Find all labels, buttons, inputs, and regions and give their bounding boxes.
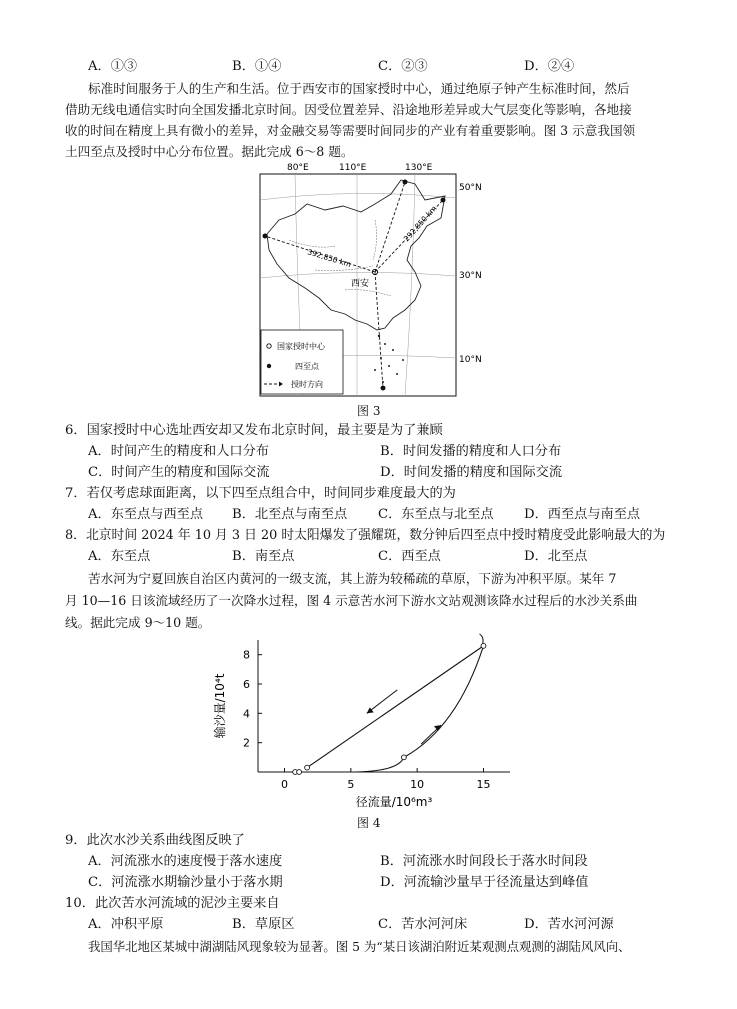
lon-label-80: 80°E bbox=[287, 163, 309, 173]
sediment-runoff-chart bbox=[210, 632, 530, 812]
top-option-a: A．①③ bbox=[88, 59, 138, 74]
q9-option-c: C．河流涨水期输沙量小于落水期 bbox=[88, 875, 283, 890]
q9-option-a: A．河流涨水的速度慢于落水速度 bbox=[88, 854, 283, 869]
north-extreme-point bbox=[403, 180, 408, 185]
q8-stem: 8．北京时间 2024 年 10 月 3 日 20 时太阳爆发了强耀斑，数分钟后四至点中授时精度受此影响最大的为 bbox=[65, 528, 666, 543]
y-tick-label: 2 bbox=[243, 736, 250, 750]
intro-line: 标准时间服务于人的生产和生活。位于西安市的国家授时中心，通过绝原子钟产生标准时间，然后 bbox=[88, 81, 630, 96]
x-tick-label: 5 bbox=[347, 778, 355, 791]
legend-extreme-icon bbox=[267, 364, 271, 368]
chart-caption: 图 4 bbox=[357, 816, 381, 830]
intro-line: 土四至点及授时中心分布位置。据此完成 6～8 题。 bbox=[65, 144, 354, 159]
falling-series-line bbox=[307, 646, 483, 768]
distance-ne-label: 292,850 km bbox=[401, 203, 439, 244]
china-outline bbox=[267, 180, 445, 330]
q7-option-b: B．北至点与南至点 bbox=[232, 507, 348, 522]
q8-option-b: B．南至点 bbox=[232, 549, 295, 564]
y-tick-label: 6 bbox=[243, 678, 250, 691]
q6-stem: 6．国家授时中心选址西安却又发布北京时间，最主要是为了兼顾 bbox=[65, 423, 443, 438]
data-point bbox=[401, 755, 406, 760]
map-caption: 图 3 bbox=[357, 404, 381, 418]
q6-option-a: A．时间产生的精度和人口分布 bbox=[88, 444, 269, 459]
lon-label-110: 110°E bbox=[339, 163, 367, 173]
legend-center-icon bbox=[267, 344, 271, 348]
q7-stem: 7．若仅考虑球面距离，以下四至点组合中，时间同步难度最大的为 bbox=[65, 486, 456, 501]
q10-option-d: D．苦水河河源 bbox=[524, 917, 614, 932]
xian-label: 西安 bbox=[351, 279, 370, 289]
legend-extreme-label: 四至点 bbox=[295, 362, 319, 371]
q8-option-d: D．北至点 bbox=[524, 549, 588, 564]
q7-option-c: C．东至点与北至点 bbox=[378, 507, 494, 522]
data-point bbox=[481, 643, 486, 648]
lat-label-30: 30°N bbox=[459, 271, 482, 281]
lat-label-10: 10°N bbox=[459, 355, 482, 365]
q10-option-b: B．草原区 bbox=[232, 917, 295, 932]
china-map-figure bbox=[255, 160, 485, 400]
lon-label-130: 130°E bbox=[405, 163, 433, 173]
x-tick-label: 10 bbox=[410, 778, 425, 791]
q10-option-a: A．冲积平原 bbox=[88, 917, 164, 932]
q9-stem: 9．此次水沙关系曲线图反映了 bbox=[65, 833, 245, 848]
intro-line: 月 10—16 日该流域经历了一次降水过程，图 4 示意苦水河下游水文站观测该降水过程后的水沙关系曲 bbox=[65, 593, 638, 608]
legend-direction-label: 授时方向 bbox=[291, 380, 323, 389]
q7-option-a: A．东至点与西至点 bbox=[88, 507, 204, 522]
q9-option-b: B．河流涨水时间段长于落水时间段 bbox=[380, 854, 588, 869]
y-axis-label: 输沙量/10⁴t bbox=[213, 673, 227, 739]
q10-option-c: C．苦水河河床 bbox=[378, 917, 468, 932]
legend-center-label: 国家授时中心 bbox=[277, 342, 325, 351]
x-axis-label: 径流量/10⁶m³ bbox=[355, 795, 433, 809]
x-tick-label: 0 bbox=[281, 778, 289, 791]
q10-stem: 10．此次苦水河流域的泥沙主要来自 bbox=[65, 896, 280, 911]
y-tick-label: 8 bbox=[243, 648, 250, 662]
west-extreme-point bbox=[263, 234, 268, 239]
q7-option-d: D．西至点与南至点 bbox=[524, 507, 641, 522]
intro-line: 收的时间在精度上具有微小的差异，对金融交易等需要时间同步的产业有着重要影响。图 3 示意我国领 bbox=[65, 123, 636, 138]
q8-option-a: A．东至点 bbox=[88, 549, 151, 564]
q6-option-d: D．时间发播的精度和国际交流 bbox=[380, 465, 563, 480]
y-tick-label: 4 bbox=[243, 707, 250, 721]
top-option-b: B．①④ bbox=[232, 59, 282, 74]
intro-line: 苦水河为宁夏回族自治区内黄河的一级支流，其上游为较稀疏的草原，下游为冲积平原。某年 7 bbox=[88, 571, 617, 586]
lat-label-50: 50°N bbox=[459, 183, 482, 193]
x-tick-label: 15 bbox=[476, 778, 491, 791]
q9-option-d: D．河流输沙量早于径流量达到峰值 bbox=[380, 875, 589, 890]
intro-line: 借助无线电通信实时向全国发播北京时间。因受位置差异、沿途地形差异或大气层变化等影响，各地接 bbox=[65, 102, 632, 117]
q6-option-b: B．时间发播的精度和人口分布 bbox=[380, 444, 562, 459]
data-point bbox=[297, 770, 302, 775]
south-sea-islands bbox=[374, 335, 404, 383]
south-extreme-point bbox=[381, 386, 386, 391]
top-option-d: D．②④ bbox=[524, 59, 575, 74]
q8-option-c: C．西至点 bbox=[378, 549, 441, 564]
intro-line: 线。据此完成 9～10 题。 bbox=[65, 615, 211, 630]
q6-option-c: C．时间产生的精度和国际交流 bbox=[88, 465, 270, 480]
east-extreme-point bbox=[441, 198, 446, 203]
distance-west-label: 392,850 km bbox=[306, 247, 353, 270]
data-point bbox=[305, 765, 310, 770]
top-option-c: C．②③ bbox=[378, 59, 428, 74]
intro-line-fig5: 我国华北地区某城中湖湖陆风现象较为显著。图 5 为“某日该湖泊附近某观测点观测的湖陆风风向、 bbox=[88, 939, 631, 954]
